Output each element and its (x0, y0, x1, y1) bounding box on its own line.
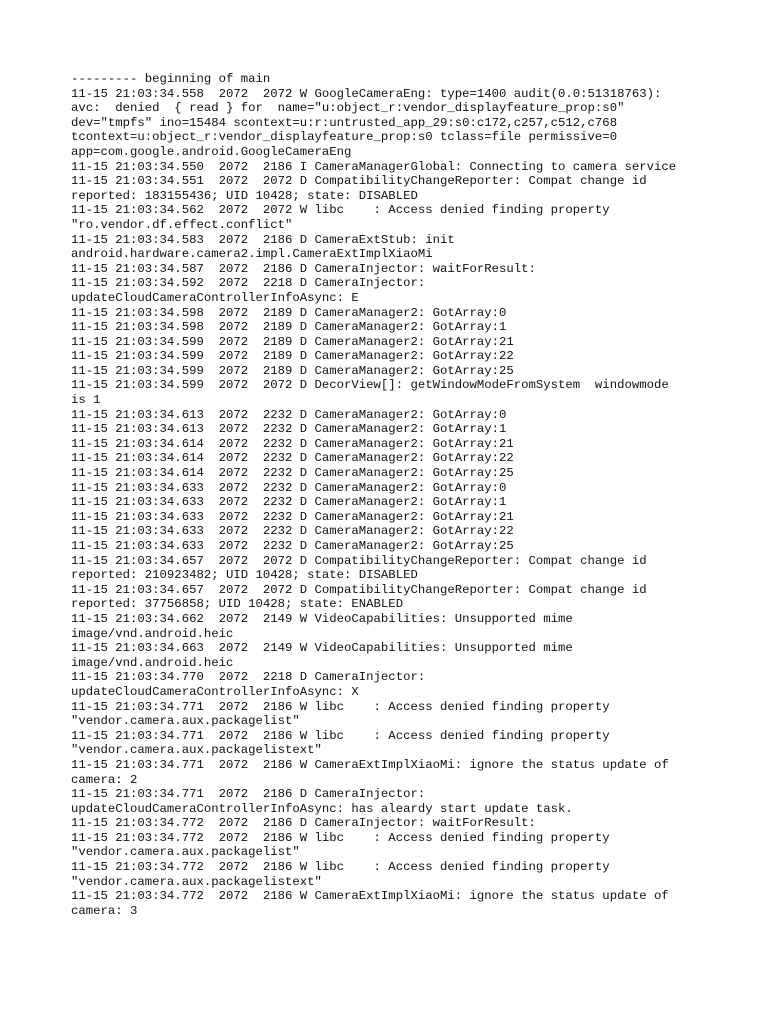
log-line: 11-15 21:03:34.772 2072 2186 W libc : Access denied finding property (71, 830, 610, 845)
log-line: 11-15 21:03:34.772 2072 2186 W CameraExtImplXiaoMi: ignore the status update of (71, 889, 669, 904)
log-line: 11-15 21:03:34.663 2072 2149 W VideoCapabilities: Unsupported mime (71, 641, 573, 656)
log-line: android.hardware.camera2.impl.CameraExtImplXiaoMi (71, 247, 433, 262)
log-line: 11-15 21:03:34.599 2072 2189 D CameraManager2: GotArray:25 (71, 363, 514, 378)
log-line: app=com.google.android.GoogleCameraEng (71, 144, 352, 159)
log-line: 11-15 21:03:34.772 2072 2186 W libc : Access denied finding property (71, 860, 610, 875)
log-line: 11-15 21:03:34.771 2072 2186 W libc : Access denied finding property (71, 728, 610, 743)
log-line: "vendor.camera.aux.packagelist" (71, 714, 300, 729)
log-line: reported: 210923482; UID 10428; state: DISABLED (71, 568, 418, 583)
log-line: updateCloudCameraControllerInfoAsync: has aleardy start update task. (71, 801, 573, 816)
log-line: 11-15 21:03:34.633 2072 2232 D CameraManager2: GotArray:22 (71, 524, 514, 539)
log-line: 11-15 21:03:34.657 2072 2072 D CompatibilityChangeReporter: Compat change id (71, 553, 647, 568)
log-line: 11-15 21:03:34.771 2072 2186 W libc : Access denied finding property (71, 699, 610, 714)
log-line: avc: denied { read } for name="u:object_r:vendor_displayfeature_prop:s0" (71, 101, 625, 116)
log-line: reported: 37756858; UID 10428; state: ENABLED (71, 597, 404, 612)
log-line: 11-15 21:03:34.614 2072 2232 D CameraManager2: GotArray:22 (71, 451, 514, 466)
log-line: 11-15 21:03:34.599 2072 2189 D CameraManager2: GotArray:21 (71, 334, 514, 349)
log-line: camera: 3 (71, 903, 138, 918)
log-line: 11-15 21:03:34.633 2072 2232 D CameraManager2: GotArray:1 (71, 495, 507, 510)
log-line: 11-15 21:03:34.558 2072 2072 W GoogleCameraEng: type=1400 audit(0.0:51318763): (71, 86, 662, 101)
log-line: 11-15 21:03:34.657 2072 2072 D CompatibilityChangeReporter: Compat change id (71, 582, 647, 597)
log-line: 11-15 21:03:34.562 2072 2072 W libc : Access denied finding property (71, 203, 610, 218)
log-line: 11-15 21:03:34.551 2072 2072 D CompatibilityChangeReporter: Compat change id (71, 174, 647, 189)
log-line: 11-15 21:03:34.598 2072 2189 D CameraManager2: GotArray:0 (71, 305, 507, 320)
log-line: 11-15 21:03:34.662 2072 2149 W VideoCapabilities: Unsupported mime (71, 611, 573, 626)
log-line: 11-15 21:03:34.598 2072 2189 D CameraManager2: GotArray:1 (71, 320, 507, 335)
log-line: 11-15 21:03:34.771 2072 2186 D CameraInjector: (71, 787, 426, 802)
log-line: dev="tmpfs" ino=15484 scontext=u:r:untrusted_app_29:s0:c172,c257,c512,c768 (71, 115, 618, 130)
log-line: camera: 2 (71, 772, 138, 787)
log-line: 11-15 21:03:34.613 2072 2232 D CameraManager2: GotArray:1 (71, 422, 507, 437)
log-line: 11-15 21:03:34.614 2072 2232 D CameraManager2: GotArray:25 (71, 466, 514, 481)
log-line: "ro.vendor.df.effect.conflict" (71, 217, 293, 232)
log-line: --------- beginning of main (71, 72, 271, 86)
log-line: 11-15 21:03:34.770 2072 2218 D CameraInjector: (71, 670, 426, 685)
log-line: image/vnd.android.heic (71, 655, 234, 670)
log-line: 11-15 21:03:34.613 2072 2232 D CameraManager2: GotArray:0 (71, 407, 507, 422)
log-line: reported: 183155436; UID 10428; state: DISABLED (71, 188, 418, 203)
log-line: 11-15 21:03:34.599 2072 2189 D CameraManager2: GotArray:22 (71, 349, 514, 364)
log-line: tcontext=u:object_r:vendor_displayfeature_prop:s0 tclass=file permissive=0 (71, 130, 618, 145)
log-line: 11-15 21:03:34.599 2072 2072 D DecorView[]: getWindowModeFromSystem windowmode (71, 378, 669, 393)
log-line: "vendor.camera.aux.packagelistext" (71, 743, 322, 758)
log-line: 11-15 21:03:34.587 2072 2186 D CameraInjector: waitForResult: (71, 261, 536, 276)
log-line: updateCloudCameraControllerInfoAsync: E (71, 290, 359, 305)
log-line: is 1 (71, 393, 101, 408)
log-line: 11-15 21:03:34.614 2072 2232 D CameraManager2: GotArray:21 (71, 436, 514, 451)
log-text-block (71, 72, 751, 918)
log-line: image/vnd.android.heic (71, 626, 234, 641)
log-line: 11-15 21:03:34.633 2072 2232 D CameraManager2: GotArray:21 (71, 509, 514, 524)
log-line: 11-15 21:03:34.633 2072 2232 D CameraManager2: GotArray:25 (71, 539, 514, 553)
log-line: updateCloudCameraControllerInfoAsync: X (71, 684, 359, 699)
log-line: 11-15 21:03:34.633 2072 2232 D CameraManager2: GotArray:0 (71, 480, 507, 495)
log-line: 11-15 21:03:34.583 2072 2186 D CameraExtStub: init (71, 232, 455, 247)
log-line: 11-15 21:03:34.771 2072 2186 W CameraExtImplXiaoMi: ignore the status update of (71, 757, 669, 772)
log-line: "vendor.camera.aux.packagelist" (71, 845, 300, 860)
log-line: 11-15 21:03:34.592 2072 2218 D CameraInjector: (71, 276, 426, 291)
log-line: "vendor.camera.aux.packagelistext" (71, 874, 322, 889)
log-line: 11-15 21:03:34.772 2072 2186 D CameraInjector: waitForResult: (71, 816, 536, 831)
log-document (71, 72, 751, 918)
log-line: 11-15 21:03:34.550 2072 2186 I CameraManagerGlobal: Connecting to camera service (71, 159, 677, 174)
